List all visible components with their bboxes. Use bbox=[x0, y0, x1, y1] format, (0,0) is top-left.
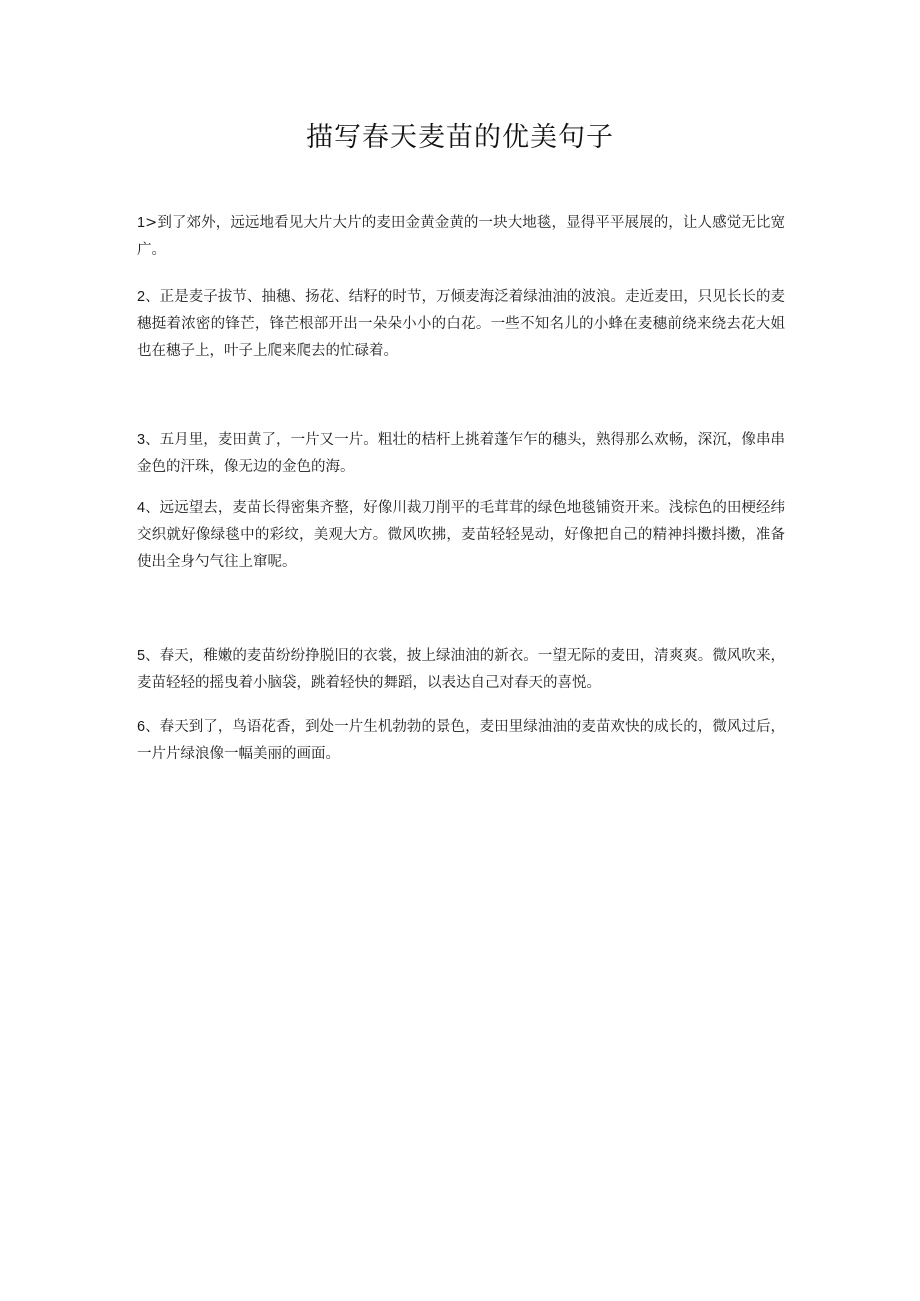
paragraph-text: 春天，稚嫩的麦苗纷纷挣脱旧的衣裳，披上绿油油的新衣。一望无际的麦田，清爽爽。微风吹来，麦苗轻轻的摇曳着小脑袋，跳着轻快的舞蹈，以表达自己对春天的喜悦。 bbox=[137, 648, 786, 691]
paragraph-6 bbox=[137, 714, 785, 768]
paragraph-1 bbox=[137, 210, 785, 264]
paragraph-3 bbox=[137, 427, 785, 481]
paragraph-text: 春天到了，鸟语花香，到处一片生机勃勃的景色，麦田里绿油油的麦苗欢快的成长的，微风过后，一片片绿浪像一幅美丽的画面。 bbox=[137, 719, 786, 762]
paragraph-text: 到了郊外，远远地看见大片大片的麦田金黄金黄的一块大地毯，显得平平展展的，让人感觉无比宽广。 bbox=[137, 215, 785, 258]
paragraph-separator: 、 bbox=[145, 648, 160, 664]
paragraph-number: 3 bbox=[137, 432, 146, 448]
paragraph-number: 5 bbox=[137, 648, 146, 664]
paragraph-separator: 、 bbox=[145, 719, 160, 735]
paragraph-number: 4 bbox=[137, 500, 146, 516]
paragraph-text: 五月里，麦田黄了，一片又一片。粗壮的桔杆上挑着蓬乍乍的穗头，熟得那么欢畅，深沉，像串串金色的汗珠，像无边的金色的海。 bbox=[137, 432, 786, 475]
paragraph-4 bbox=[137, 495, 785, 576]
paragraph-number: 1 bbox=[137, 215, 146, 231]
paragraph-2 bbox=[137, 284, 785, 365]
paragraph-text: 正是麦子拔节、抽穗、扬花、结籽的时节，万倾麦海泛着绿油油的波浪。走近麦田，只见长长的麦穗挺着浓密的锋芒，锋芒根部开出一朵朵小小的白花。一些不知名儿的小蜂在麦穗前绕来绕去花大姐也在穗子上，叶子上爬来爬去的忙碌着。 bbox=[137, 289, 786, 359]
paragraph-separator: 、 bbox=[145, 289, 160, 305]
paragraph-text: 远远望去，麦苗长得密集齐整，好像川裁刀削平的毛茸茸的绿色地毯铺资开来。浅棕色的田梗经纬交织就好像绿毯中的彩纹，美观大方。微风吹拂，麦苗轻轻晃动，好像把自己的精神抖擞抖擞，准备使出全身勺气往上窜呢。 bbox=[137, 500, 786, 570]
paragraph-separator: 、 bbox=[145, 500, 160, 516]
document-title: 描写春天麦苗的优美句子 bbox=[306, 122, 614, 153]
paragraph-separator: > bbox=[145, 215, 158, 231]
paragraph-5 bbox=[137, 643, 785, 697]
paragraph-number: 2 bbox=[137, 289, 146, 305]
paragraph-separator: 、 bbox=[145, 432, 160, 448]
paragraph-number: 6 bbox=[137, 719, 146, 735]
